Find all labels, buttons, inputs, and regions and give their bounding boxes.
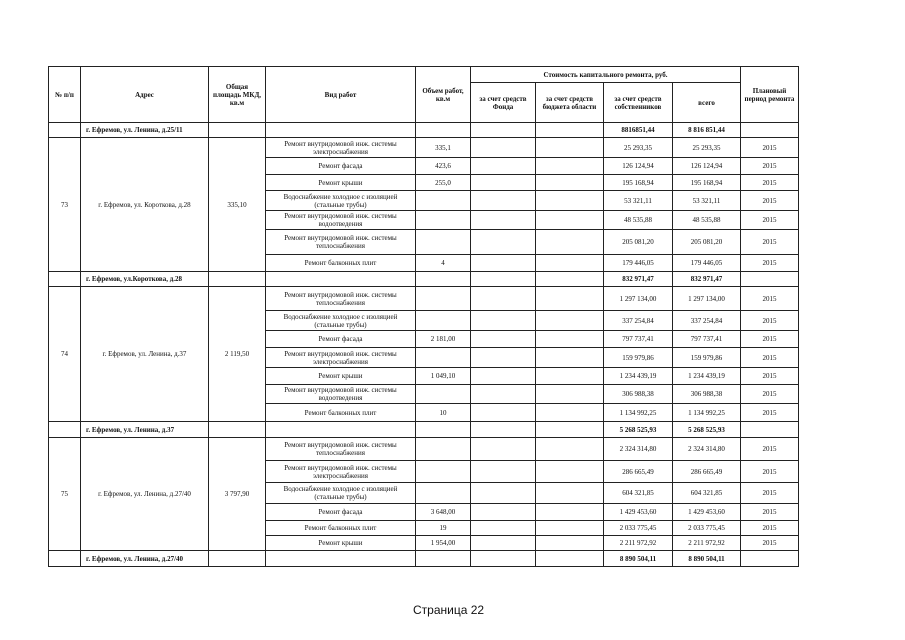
cell-owners: 2 211 972,92 (604, 536, 673, 551)
header-period: Плановый период ремонта (741, 67, 799, 123)
cell-volume (416, 385, 471, 404)
table-header (49, 67, 799, 123)
header-budget: за счет средств бюджета области (536, 83, 604, 123)
cell-total: 48 535,88 (673, 211, 741, 230)
cell-area (209, 422, 266, 438)
cell-address: г. Ефремов, ул. Короткова, д.28 (81, 138, 209, 272)
cell-volume (416, 483, 471, 504)
cell-address: г. Ефремов, ул. Ленина, д.27/40 (81, 551, 209, 567)
cell-period: 2015 (741, 287, 799, 311)
cell-period: 2015 (741, 521, 799, 536)
cell-volume (416, 230, 471, 255)
cell-budget (536, 191, 604, 211)
cell-num (49, 551, 81, 567)
cell-budget (536, 123, 604, 138)
cell-work-type: Ремонт крыши (266, 368, 416, 385)
cell-total: 797 737,41 (673, 331, 741, 348)
cell-budget (536, 272, 604, 287)
header-num: № п/п (49, 67, 81, 123)
cell-area (209, 123, 266, 138)
cell-address: г. Ефремов, ул. Ленина, д.37 (81, 287, 209, 422)
cell-fund (471, 138, 536, 158)
cell-work-type: Ремонт фасада (266, 158, 416, 175)
cell-budget (536, 230, 604, 255)
cell-work-type: Ремонт крыши (266, 175, 416, 191)
subtotal-row (49, 123, 799, 138)
cell-work-type: Водоснабжение холодное с изоляцией (стальные трубы) (266, 191, 416, 211)
cell-volume: 423,6 (416, 158, 471, 175)
cell-owners: 1 429 453,60 (604, 504, 673, 521)
cell-budget (536, 138, 604, 158)
cell-owners: 2 033 775,45 (604, 521, 673, 536)
cell-fund (471, 158, 536, 175)
cell-owners: 1 134 992,25 (604, 404, 673, 422)
cell-owners: 286 665,49 (604, 461, 673, 483)
cell-volume: 2 181,00 (416, 331, 471, 348)
cell-fund (471, 404, 536, 422)
cell-fund (471, 385, 536, 404)
cell-work-type: Ремонт внутридомовой инж. системы водоотведения (266, 385, 416, 404)
cell-owners: 25 293,35 (604, 138, 673, 158)
cell-fund (471, 521, 536, 536)
cell-work-type: Ремонт фасада (266, 504, 416, 521)
cell-owners: 832 971,47 (604, 272, 673, 287)
cell-owners: 337 254,84 (604, 311, 673, 331)
cell-owners: 797 737,41 (604, 331, 673, 348)
cell-fund (471, 311, 536, 331)
cell-work-type: Ремонт балконных плит (266, 404, 416, 422)
cell-budget (536, 158, 604, 175)
cell-period: 2015 (741, 348, 799, 368)
cell-owners: 53 321,11 (604, 191, 673, 211)
cell-budget (536, 404, 604, 422)
cell-budget (536, 331, 604, 348)
cell-volume (416, 311, 471, 331)
table-row (49, 438, 799, 461)
cell-num: 73 (49, 138, 81, 272)
header-total: всего (673, 83, 741, 123)
cell-work-type: Ремонт внутридомовой инж. системы теплоснабжения (266, 287, 416, 311)
cell-work-type: Ремонт внутридомовой инж. системы водоотведения (266, 211, 416, 230)
cell-total: 286 665,49 (673, 461, 741, 483)
cell-owners: 1 234 439,19 (604, 368, 673, 385)
cell-work-type (266, 551, 416, 567)
header-address: Адрес (81, 67, 209, 123)
cell-volume: 3 648,00 (416, 504, 471, 521)
cell-total: 1 134 992,25 (673, 404, 741, 422)
cell-period: 2015 (741, 331, 799, 348)
cell-fund (471, 483, 536, 504)
cell-period (741, 123, 799, 138)
cell-fund (471, 422, 536, 438)
cell-budget (536, 368, 604, 385)
cell-owners: 2 324 314,80 (604, 438, 673, 461)
cell-volume: 1 049,10 (416, 368, 471, 385)
header-row-top (49, 67, 799, 83)
cell-fund (471, 287, 536, 311)
cell-period: 2015 (741, 438, 799, 461)
cell-owners: 1 297 134,00 (604, 287, 673, 311)
cell-work-type: Ремонт внутридомовой инж. системы электроснабжения (266, 461, 416, 483)
cell-owners: 159 979,86 (604, 348, 673, 368)
cell-fund (471, 272, 536, 287)
cell-address: г. Ефремов, ул. Ленина, д.25/11 (81, 123, 209, 138)
cell-fund (471, 368, 536, 385)
table-body (49, 123, 799, 567)
cell-work-type (266, 123, 416, 138)
cell-total: 1 429 453,60 (673, 504, 741, 521)
cell-period: 2015 (741, 230, 799, 255)
cell-volume: 19 (416, 521, 471, 536)
cell-fund (471, 331, 536, 348)
cell-fund (471, 255, 536, 272)
cell-volume (416, 191, 471, 211)
cell-volume (416, 348, 471, 368)
cell-period: 2015 (741, 175, 799, 191)
cell-owners: 604 321,85 (604, 483, 673, 504)
cell-volume: 10 (416, 404, 471, 422)
cell-area (209, 551, 266, 567)
cell-total: 337 254,84 (673, 311, 741, 331)
cell-volume (416, 272, 471, 287)
cell-budget (536, 255, 604, 272)
cell-owners: 8 890 504,11 (604, 551, 673, 567)
cell-volume (416, 438, 471, 461)
cell-work-type (266, 272, 416, 287)
cell-period (741, 551, 799, 567)
cell-period: 2015 (741, 191, 799, 211)
cell-fund (471, 211, 536, 230)
cell-volume (416, 461, 471, 483)
cell-fund (471, 551, 536, 567)
cell-volume: 1 954,00 (416, 536, 471, 551)
header-cost: Стоимость капитального ремонта, руб. (471, 67, 741, 83)
cell-area: 2 119,50 (209, 287, 266, 422)
cell-owners: 126 124,94 (604, 158, 673, 175)
cell-budget (536, 461, 604, 483)
cell-period: 2015 (741, 504, 799, 521)
cell-fund (471, 536, 536, 551)
cell-address: г. Ефремов, ул. Ленина, д.37 (81, 422, 209, 438)
subtotal-row (49, 422, 799, 438)
cell-fund (471, 504, 536, 521)
cell-period: 2015 (741, 211, 799, 230)
cell-num: 74 (49, 287, 81, 422)
cell-budget (536, 551, 604, 567)
cell-total: 205 081,20 (673, 230, 741, 255)
cell-period (741, 272, 799, 287)
header-area: Общая площадь МКД, кв.м (209, 67, 266, 123)
cell-total: 8 816 851,44 (673, 123, 741, 138)
cell-num (49, 272, 81, 287)
header-work-type: Вид работ (266, 67, 416, 123)
cell-total: 832 971,47 (673, 272, 741, 287)
cell-work-type: Ремонт крыши (266, 536, 416, 551)
cell-work-type: Ремонт внутридомовой инж. системы электроснабжения (266, 138, 416, 158)
cell-fund (471, 438, 536, 461)
cell-total: 2 324 314,80 (673, 438, 741, 461)
cell-budget (536, 385, 604, 404)
cell-total: 159 979,86 (673, 348, 741, 368)
cell-total: 604 321,85 (673, 483, 741, 504)
cell-period: 2015 (741, 138, 799, 158)
cell-budget (536, 521, 604, 536)
cell-volume: 335,1 (416, 138, 471, 158)
table-row (49, 138, 799, 158)
cell-fund (471, 175, 536, 191)
cell-work-type: Ремонт внутридомовой инж. системы теплоснабжения (266, 230, 416, 255)
cell-work-type: Ремонт внутридомовой инж. системы теплоснабжения (266, 438, 416, 461)
cell-fund (471, 461, 536, 483)
cell-total: 2 033 775,45 (673, 521, 741, 536)
cell-volume: 4 (416, 255, 471, 272)
cell-budget (536, 422, 604, 438)
cell-owners: 195 168,94 (604, 175, 673, 191)
cell-owners: 179 446,05 (604, 255, 673, 272)
subtotal-row (49, 272, 799, 287)
cell-period: 2015 (741, 158, 799, 175)
cell-total: 195 168,94 (673, 175, 741, 191)
cell-total: 306 988,38 (673, 385, 741, 404)
cell-owners: 5 268 525,93 (604, 422, 673, 438)
cell-volume: 255,0 (416, 175, 471, 191)
cell-volume (416, 123, 471, 138)
cell-period: 2015 (741, 385, 799, 404)
header-volume: Объем работ, кв.м (416, 67, 471, 123)
cell-num (49, 123, 81, 138)
cell-period: 2015 (741, 368, 799, 385)
cell-total: 8 890 504,11 (673, 551, 741, 567)
cell-num: 75 (49, 438, 81, 551)
cell-fund (471, 348, 536, 368)
page-number: Страница 22 (413, 603, 485, 617)
cell-address: г. Ефремов, ул. Ленина, д.27/40 (81, 438, 209, 551)
cell-total: 25 293,35 (673, 138, 741, 158)
cell-work-type: Водоснабжение холодное с изоляцией (стальные трубы) (266, 483, 416, 504)
cell-work-type: Ремонт балконных плит (266, 255, 416, 272)
cell-period: 2015 (741, 536, 799, 551)
cell-work-type: Ремонт балконных плит (266, 521, 416, 536)
cell-budget (536, 483, 604, 504)
cell-volume (416, 287, 471, 311)
cell-address: г. Ефремов, ул.Короткова, д.28 (81, 272, 209, 287)
cell-owners: 205 081,20 (604, 230, 673, 255)
cell-period (741, 422, 799, 438)
header-owners: за счет средств собственников (604, 83, 673, 123)
cell-budget (536, 504, 604, 521)
cell-area: 3 797,90 (209, 438, 266, 551)
cell-area (209, 272, 266, 287)
cell-period: 2015 (741, 461, 799, 483)
cell-period: 2015 (741, 483, 799, 504)
cell-period: 2015 (741, 255, 799, 272)
cell-volume (416, 211, 471, 230)
subtotal-row (49, 551, 799, 567)
cell-work-type (266, 422, 416, 438)
capital-repair-table (48, 66, 799, 567)
cell-num (49, 422, 81, 438)
cell-volume (416, 551, 471, 567)
cell-total: 179 446,05 (673, 255, 741, 272)
cell-owners: 48 535,88 (604, 211, 673, 230)
cell-total: 5 268 525,93 (673, 422, 741, 438)
cell-total: 126 124,94 (673, 158, 741, 175)
cell-total: 53 321,11 (673, 191, 741, 211)
table-row (49, 287, 799, 311)
cell-fund (471, 123, 536, 138)
header-fund: за счет средств Фонда (471, 83, 536, 123)
cell-owners: 306 988,38 (604, 385, 673, 404)
cell-budget (536, 438, 604, 461)
cell-total: 1 234 439,19 (673, 368, 741, 385)
cell-total: 2 211 972,92 (673, 536, 741, 551)
cell-budget (536, 287, 604, 311)
cell-budget (536, 211, 604, 230)
cell-work-type: Ремонт внутридомовой инж. системы электроснабжения (266, 348, 416, 368)
cell-fund (471, 191, 536, 211)
cell-volume (416, 422, 471, 438)
cell-budget (536, 311, 604, 331)
cell-period: 2015 (741, 311, 799, 331)
cell-fund (471, 230, 536, 255)
cell-budget (536, 536, 604, 551)
cell-area: 335,10 (209, 138, 266, 272)
cell-total: 1 297 134,00 (673, 287, 741, 311)
cell-period: 2015 (741, 404, 799, 422)
cell-work-type: Ремонт фасада (266, 331, 416, 348)
cell-work-type: Водоснабжение холодное с изоляцией (стальные трубы) (266, 311, 416, 331)
cell-budget (536, 175, 604, 191)
cell-owners: 8816851,44 (604, 123, 673, 138)
cell-budget (536, 348, 604, 368)
